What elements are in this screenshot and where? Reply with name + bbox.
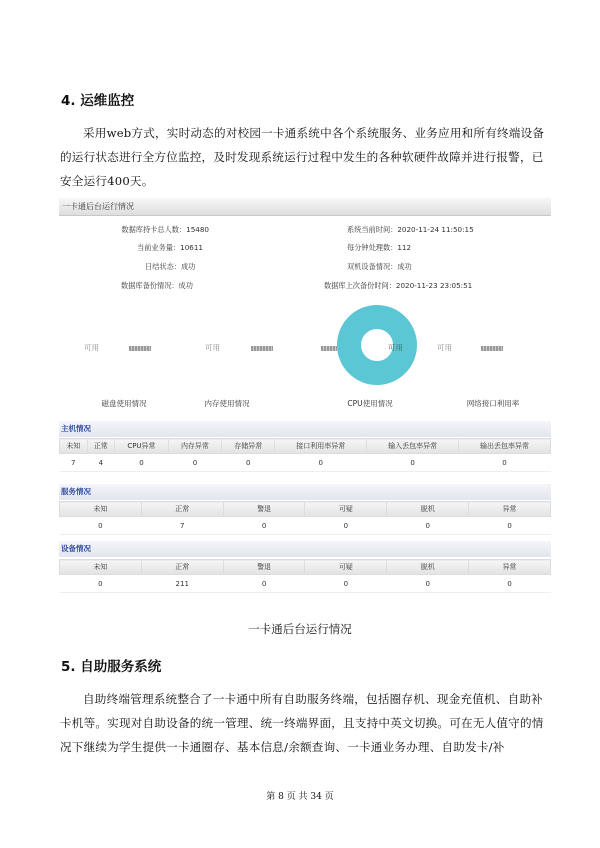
device-header-cell: 可疑 — [305, 560, 387, 575]
device-value-cell: 211 — [141, 575, 223, 593]
service-value-cell: 0 — [305, 517, 387, 535]
host-header-cell: 未知 — [60, 439, 88, 454]
host-header-cell: 接口利用率异常 — [275, 439, 367, 454]
host-section-title: 主机情况 — [59, 421, 551, 437]
host-value-cell: 4 — [87, 454, 115, 472]
service-value-cell: 0 — [387, 517, 469, 535]
cpu-donut-chart — [337, 305, 417, 385]
host-header-cell: 存储异常 — [222, 439, 275, 454]
host-header-cell: 输出丢包率异常 — [459, 439, 551, 454]
network-avail-label: 可用 — [437, 343, 452, 352]
device-value-cell: 0 — [387, 575, 469, 593]
panel-title: 一卡通后台运行情况 — [59, 198, 551, 216]
device-header-cell: 警退 — [223, 560, 305, 575]
host-value-cell: 0 — [459, 454, 551, 472]
stat-left-2: 日结状态：成功 — [145, 262, 196, 271]
service-value-cell: 0 — [469, 517, 551, 535]
device-value-cell: 0 — [223, 575, 305, 593]
service-header-cell: 正常 — [141, 502, 223, 517]
device-value-cell: 0 — [305, 575, 387, 593]
device-header-cell: 未知 — [60, 560, 142, 575]
stat-right-3: 数据库上次备份时间：2020-11-23 23:05:51 — [324, 281, 473, 290]
device-header-cell: 异常 — [469, 560, 551, 575]
stat-right-0: 系统当前时间：2020-11-24 11:50:15 — [347, 225, 474, 234]
device-header-cell: 脱机 — [387, 560, 469, 575]
device-section-title: 设备情况 — [59, 541, 551, 557]
host-header-cell: 正常 — [87, 439, 115, 454]
service-header-cell: 异常 — [469, 502, 551, 517]
service-section-title: 服务情况 — [59, 484, 551, 500]
disk-avail-label: 可用 — [84, 343, 99, 352]
section-5-heading: 5. 自助服务系统 — [61, 659, 162, 675]
host-value-cell: 0 — [222, 454, 275, 472]
host-header-cell: 内存异常 — [168, 439, 221, 454]
network-used-bar — [481, 346, 503, 351]
memory-caption: 内存使用情况 — [204, 399, 250, 408]
host-value-cell: 0 — [168, 454, 221, 472]
stat-left-0: 数据库持卡总人数：15480 — [121, 225, 209, 234]
host-header-cell: CPU异常 — [115, 439, 169, 454]
stat-right-2: 双机设备情况：成功 — [347, 262, 412, 271]
host-header-cell: 输入丢包率异常 — [367, 439, 459, 454]
network-caption: 网络接口利用率 — [466, 399, 520, 408]
service-header-cell: 可疑 — [305, 502, 387, 517]
device-header-cell: 正常 — [141, 560, 223, 575]
service-value-cell: 0 — [223, 517, 305, 535]
memory-avail-label: 可用 — [205, 343, 220, 352]
cpu-avail-label: 可用 — [388, 343, 403, 352]
service-header-cell: 警退 — [223, 502, 305, 517]
section-4-paragraph: 采用web方式，实时动态的对校园一卡通系统中各个系统服务、业务应用和所有终端设备的运行状态进行全方位监控，及时发现系统运行过程中发生的各种软硬件故障并进行报警，已安全运行400天。 — [60, 126, 545, 188]
stat-left-1: 当前业务量：10611 — [137, 243, 204, 252]
stat-right-1: 每分钟处理数：112 — [347, 243, 412, 252]
host-value-cell: 0 — [275, 454, 367, 472]
memory-used-bar — [251, 346, 273, 351]
host-value-cell: 0 — [115, 454, 169, 472]
host-value-cell: 0 — [367, 454, 459, 472]
section-4-heading: 4. 运维监控 — [61, 93, 135, 109]
host-value-cell: 7 — [60, 454, 88, 472]
cpu-caption: CPU使用情况 — [347, 399, 393, 408]
service-header-cell: 脱机 — [387, 502, 469, 517]
service-header-cell: 未知 — [60, 502, 142, 517]
service-table — [59, 501, 551, 535]
page-footer: 第 8 页 共 34 页 — [266, 792, 334, 802]
disk-used-bar — [129, 346, 151, 351]
monitor-panel — [59, 198, 551, 608]
host-table — [59, 438, 551, 472]
device-value-cell: 0 — [60, 575, 142, 593]
service-value-cell: 0 — [60, 517, 142, 535]
device-value-cell: 0 — [469, 575, 551, 593]
cpu-used-bar — [321, 346, 337, 351]
figure-caption: 一卡通后台运行情况 — [248, 622, 352, 636]
device-table — [59, 559, 551, 593]
stat-left-3: 数据库备份情况：成功 — [121, 281, 193, 290]
service-value-cell: 7 — [141, 517, 223, 535]
disk-caption: 磁盘使用情况 — [101, 399, 147, 408]
section-5-paragraph: 自助终端管理系统整合了一卡通中所有自助服务终端，包括圈存机、现金充值机、自助补卡机等。实现对自助设备的统一管理、统一终端界面，且支持中英文切换。可在无人值守的情况下继续为学生提供一卡通圈存、基本信息/余额查询、一卡通业务办理、自助发卡/补 — [60, 692, 544, 754]
